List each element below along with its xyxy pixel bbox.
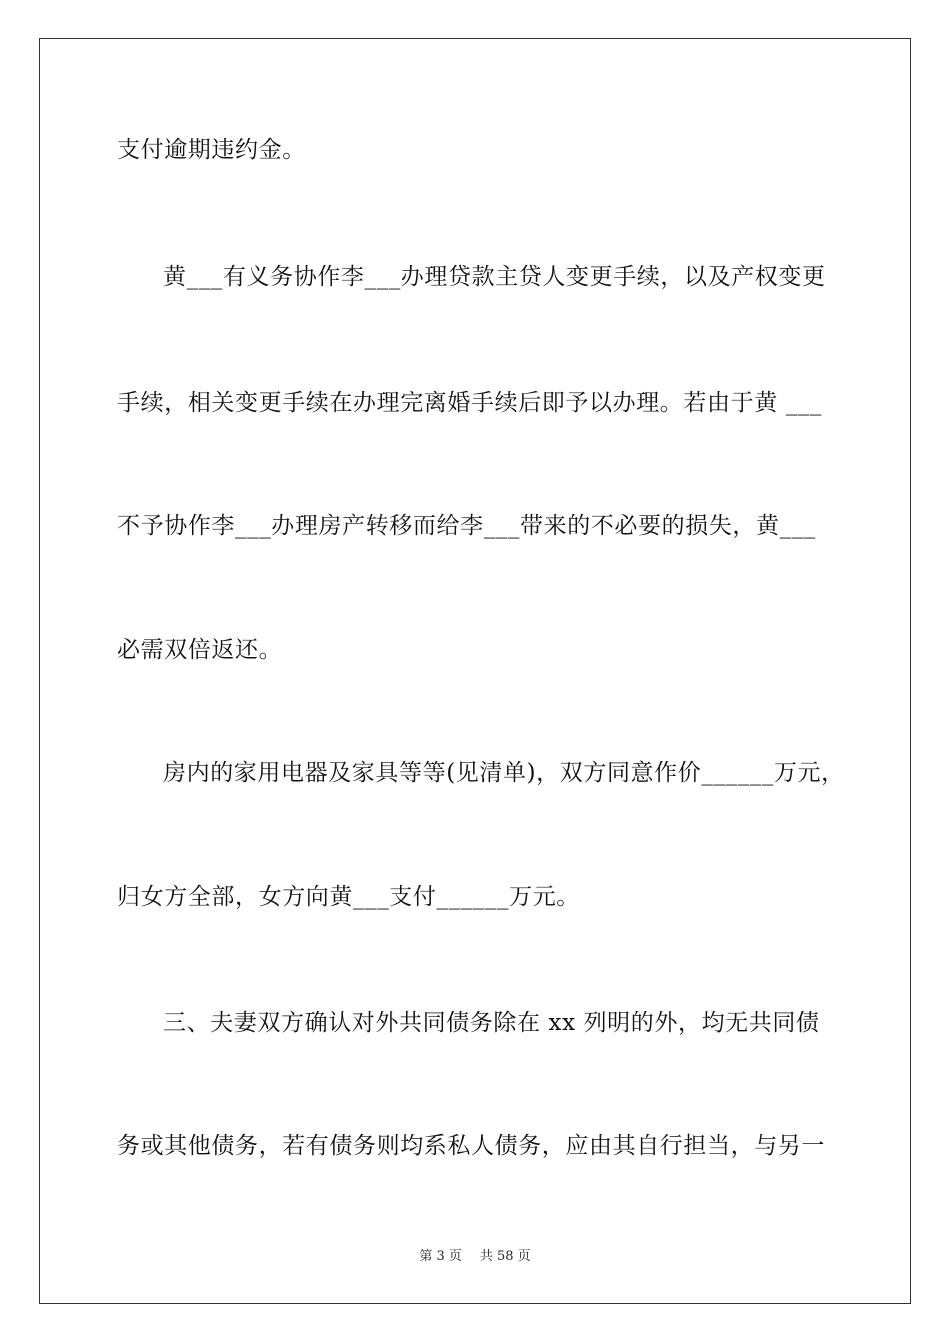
page-total: 共 58 页 (479, 1249, 531, 1264)
text-line-2: 黄___有义务协作李___办理贷款主贷人变更手续，以及产权变更 (163, 264, 826, 290)
text-line-8: 三、夫妻双方确认对外共同债务除在 xx 列明的外，均无共同债 (163, 1010, 820, 1036)
text-line-4: 不予协作李___办理房产转移而给李___带来的不必要的损失，黄___ (117, 513, 816, 539)
text-line-7: 归女方全部，女方向黄___支付______万元。 (117, 884, 580, 910)
page-number: 第 3 页 (419, 1249, 462, 1264)
text-line-9: 务或其他债务，若有债务则均系私人债务，应由其自行担当，与另一 (117, 1133, 825, 1159)
text-line-6: 房内的家用电器及家具等等(见清单)，双方同意作价______万元， (163, 760, 845, 786)
page-border (39, 38, 911, 1304)
text-line-3: 手续，相关变更手续在办理完离婚手续后即予以办理。若由于黄 ___ (117, 390, 823, 416)
page-footer (0, 1248, 950, 1266)
text-line-5: 必需双倍返还。 (117, 637, 283, 663)
text-line-1: 支付逾期违约金。 (117, 137, 306, 163)
